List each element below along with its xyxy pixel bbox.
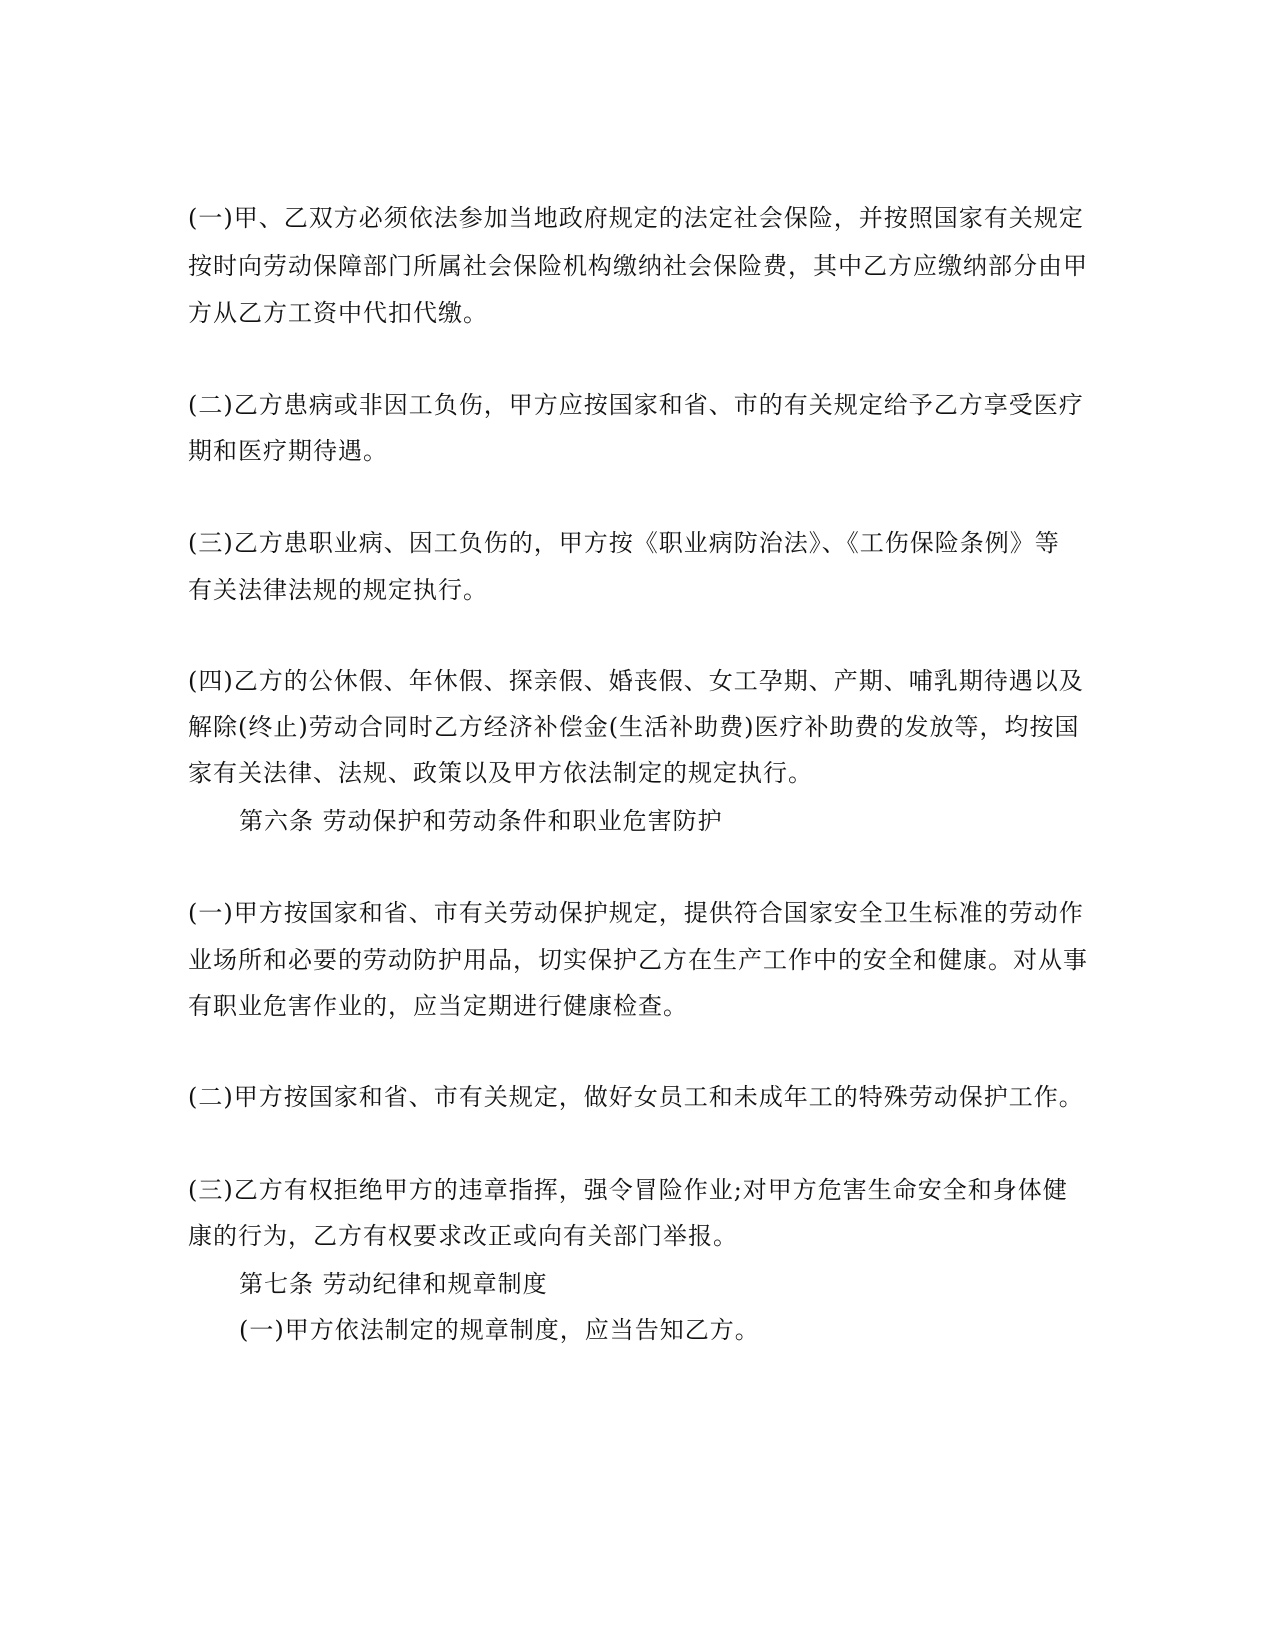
paragraph-line: (三)乙方有权拒绝甲方的违章指挥，强令冒险作业;对甲方危害生命安全和身体健: [188, 1176, 1068, 1204]
paragraph-line: (四)乙方的公休假、年休假、探亲假、婚丧假、女工孕期、产期、哺乳期待遇以及: [188, 667, 1084, 695]
paragraph-line: (二)甲方按国家和省、市有关规定，做好女员工和未成年工的特殊劳动保护工作。: [188, 1083, 1084, 1111]
article-heading: 第七条 劳动纪律和规章制度: [239, 1270, 548, 1298]
paragraph-line: 有关法律法规的规定执行。: [188, 576, 488, 604]
paragraph-line: 家有关法律、法规、政策以及甲方依法制定的规定执行。: [188, 759, 813, 787]
paragraph-line: (一)甲方按国家和省、市有关劳动保护规定，提供符合国家安全卫生标准的劳动作: [188, 899, 1084, 927]
paragraph-line: (二)乙方患病或非因工负伤，甲方应按国家和省、市的有关规定给予乙方享受医疗: [188, 391, 1084, 419]
paragraph-line: (三)乙方患职业病、因工负伤的，甲方按《职业病防治法》、《工伤保险条例》等: [188, 529, 1060, 557]
paragraph-line: 有职业危害作业的，应当定期进行健康检查。: [188, 992, 688, 1020]
paragraph-line: 解除(终止)劳动合同时乙方经济补偿金(生活补助费)医疗补助费的发放等，均按国: [188, 713, 1080, 741]
paragraph-line: (一)甲方依法制定的规章制度，应当告知乙方。: [239, 1316, 760, 1344]
paragraph-line: 期和医疗期待遇。: [188, 437, 388, 465]
paragraph-line: 方从乙方工资中代扣代缴。: [188, 299, 488, 327]
article-heading: 第六条 劳动保护和劳动条件和职业危害防护: [239, 807, 723, 835]
paragraph-line: 按时向劳动保障部门所属社会保险机构缴纳社会保险费，其中乙方应缴纳部分由甲: [188, 252, 1088, 280]
paragraph-line: 康的行为，乙方有权要求改正或向有关部门举报。: [188, 1222, 738, 1250]
paragraph-line: 业场所和必要的劳动防护用品，切实保护乙方在生产工作中的安全和健康。对从事: [188, 946, 1088, 974]
paragraph-line: (一)甲、乙双方必须依法参加当地政府规定的法定社会保险，并按照国家有关规定: [188, 204, 1084, 232]
